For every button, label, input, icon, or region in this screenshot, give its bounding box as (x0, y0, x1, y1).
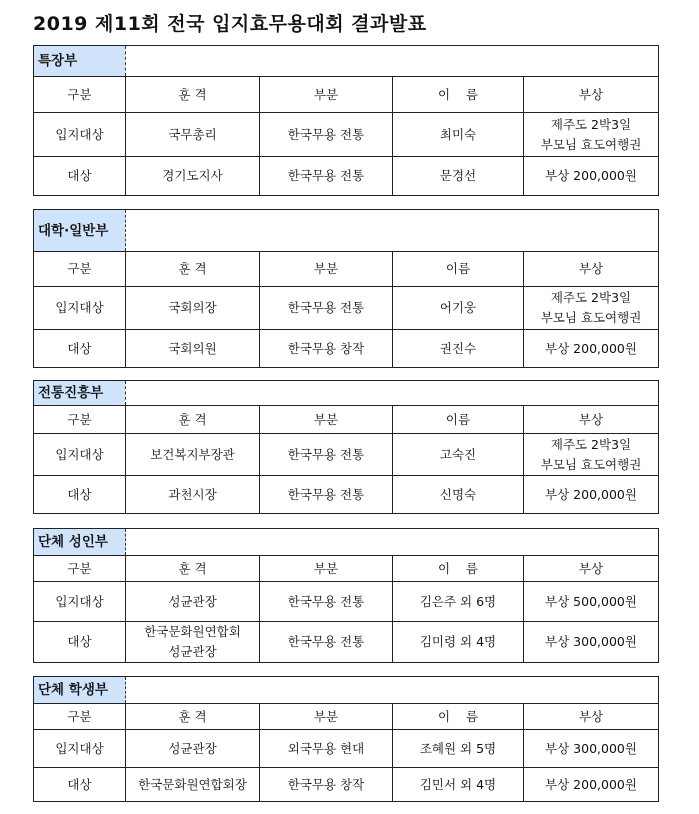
award-table-group-student (33, 676, 659, 802)
cell-honor: 국무총리 (126, 113, 260, 157)
cell-honor: 보건복지부장관 (126, 434, 260, 476)
cell-name: 최미숙 (393, 113, 524, 157)
cell-field: 한국무용 창작 (260, 330, 393, 368)
cell-field: 한국무용 전통 (260, 113, 393, 157)
cell-prize: 제주도 2박3일 부모님 효도여행권 (524, 434, 659, 476)
cell-category: 대상 (34, 157, 126, 196)
header-category: 구분 (34, 556, 126, 582)
cell-field: 한국무용 전통 (260, 582, 393, 622)
header-name: 이 름 (393, 556, 524, 582)
cell-field: 한국무용 전통 (260, 287, 393, 330)
cell-category: 대상 (34, 622, 126, 663)
header-category: 구분 (34, 704, 126, 730)
header-field: 부분 (260, 556, 393, 582)
header-category: 구분 (34, 77, 126, 113)
section-label: 단체 학생부 (34, 677, 126, 704)
cell-prize: 부상 300,000원 (524, 622, 659, 663)
cell-prize: 부상 500,000원 (524, 582, 659, 622)
cell-category: 대상 (34, 768, 126, 802)
cell-field: 한국무용 전통 (260, 434, 393, 476)
cell-prize: 부상 300,000원 (524, 730, 659, 768)
header-prize: 부상 (524, 704, 659, 730)
cell-field: 한국무용 전통 (260, 157, 393, 196)
header-name: 이 름 (393, 77, 524, 113)
header-prize: 부상 (524, 406, 659, 434)
cell-name: 어기웅 (393, 287, 524, 330)
cell-honor: 국회의장 (126, 287, 260, 330)
cell-category: 입지대상 (34, 113, 126, 157)
cell-name: 조혜원 외 5명 (393, 730, 524, 768)
header-field: 부분 (260, 77, 393, 113)
cell-honor: 국회의원 (126, 330, 260, 368)
cell-category: 입지대상 (34, 434, 126, 476)
cell-name: 김미령 외 4명 (393, 622, 524, 663)
award-table-tradition (33, 380, 659, 514)
header-field: 부분 (260, 406, 393, 434)
cell-field: 외국무용 현대 (260, 730, 393, 768)
header-name: 이름 (393, 406, 524, 434)
award-table-special (33, 45, 659, 196)
header-name: 이 름 (393, 704, 524, 730)
header-field: 부분 (260, 704, 393, 730)
cell-honor: 성균관장 (126, 582, 260, 622)
header-honor: 훈 격 (126, 704, 260, 730)
header-field: 부분 (260, 252, 393, 287)
cell-honor: 한국문화원연합회장 (126, 768, 260, 802)
cell-name: 문경선 (393, 157, 524, 196)
cell-name: 신명숙 (393, 476, 524, 514)
cell-honor: 성균관장 (126, 730, 260, 768)
header-honor: 훈 격 (126, 252, 260, 287)
cell-name: 권진수 (393, 330, 524, 368)
cell-prize: 부상 200,000원 (524, 157, 659, 196)
cell-name: 고숙진 (393, 434, 524, 476)
section-label: 특장부 (34, 46, 126, 77)
award-table-group-adult (33, 528, 659, 663)
cell-prize: 제주도 2박3일 부모님 효도여행권 (524, 113, 659, 157)
page-title: 2019 제11회 전국 입지효무용대회 결과발표 (33, 13, 427, 35)
cell-field: 한국무용 전통 (260, 622, 393, 663)
header-category: 구분 (34, 252, 126, 287)
header-name: 이름 (393, 252, 524, 287)
award-table-university (33, 209, 659, 368)
header-honor: 훈 격 (126, 77, 260, 113)
cell-field: 한국무용 창작 (260, 768, 393, 802)
header-prize: 부상 (524, 77, 659, 113)
cell-name: 김민서 외 4명 (393, 768, 524, 802)
cell-prize: 제주도 2박3일 부모님 효도여행권 (524, 287, 659, 330)
cell-category: 대상 (34, 476, 126, 514)
cell-category: 대상 (34, 330, 126, 368)
header-honor: 훈 격 (126, 556, 260, 582)
header-prize: 부상 (524, 252, 659, 287)
cell-prize: 부상 200,000원 (524, 330, 659, 368)
cell-name: 김은주 외 6명 (393, 582, 524, 622)
cell-category: 입지대상 (34, 582, 126, 622)
header-honor: 훈 격 (126, 406, 260, 434)
section-label: 대학·일반부 (34, 210, 126, 252)
header-prize: 부상 (524, 556, 659, 582)
cell-honor: 한국문화원연합회 성균관장 (126, 622, 260, 663)
cell-prize: 부상 200,000원 (524, 768, 659, 802)
cell-category: 입지대상 (34, 730, 126, 768)
header-category: 구분 (34, 406, 126, 434)
cell-field: 한국무용 전통 (260, 476, 393, 514)
cell-prize: 부상 200,000원 (524, 476, 659, 514)
cell-category: 입지대상 (34, 287, 126, 330)
cell-honor: 경기도지사 (126, 157, 260, 196)
section-label: 단체 성인부 (34, 529, 126, 556)
section-label: 전통진흥부 (34, 381, 126, 406)
cell-honor: 과천시장 (126, 476, 260, 514)
